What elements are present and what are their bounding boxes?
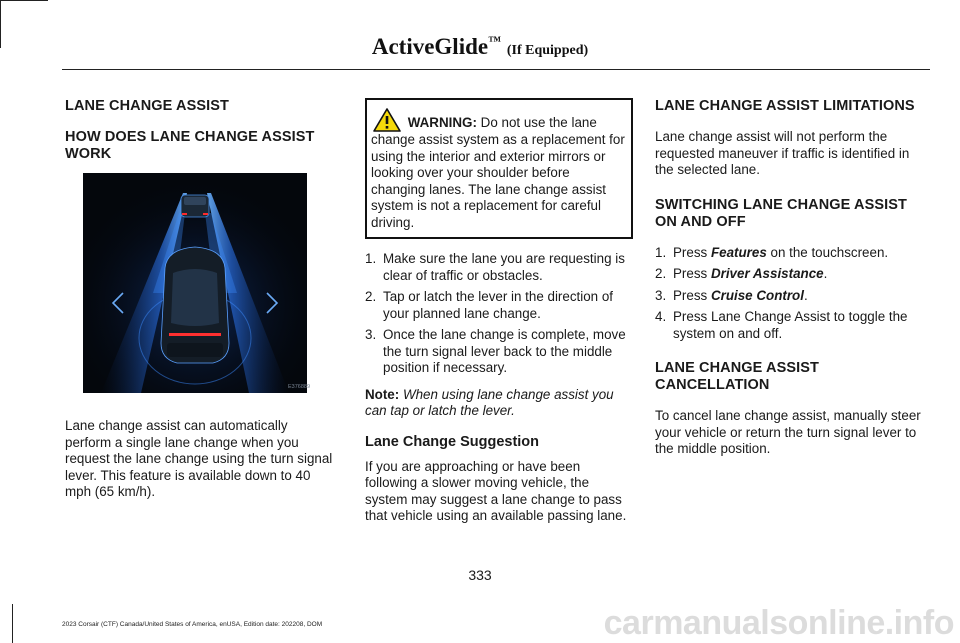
edition-footer: 2023 Corsair (CTF) Canada/United States of America, enUSA, Edition date: 202208, DOM xyxy=(62,621,323,628)
section-heading: Lane Change Suggestion xyxy=(365,433,540,450)
column-left xyxy=(65,98,337,513)
step-list xyxy=(655,245,931,343)
note-label: Note: xyxy=(365,386,400,402)
body-text: Lane change assist can automatically perform a single lane change when you request the lane change using the turn signal lever. This feature is available down to 40 mph (65 km/h). xyxy=(65,418,333,499)
warning-icon xyxy=(373,108,401,132)
section-heading: LANE CHANGE ASSIST LIMITATIONS xyxy=(655,98,915,114)
section-heading: LANE CHANGE ASSIST xyxy=(65,98,229,114)
section-heading: LANE CHANGE ASSIST CANCELLATION xyxy=(655,360,819,393)
note xyxy=(365,387,633,420)
header-divider xyxy=(62,69,930,70)
list-item: 2. Tap or latch the lever in the direction of your planned lane change. xyxy=(365,289,614,321)
page-header xyxy=(0,33,960,60)
list-item: 1. Make sure the lane you are requesting is clear of traffic or obstacles. xyxy=(365,251,625,283)
column-middle xyxy=(365,98,633,537)
column-right xyxy=(655,98,931,470)
note-text: When using lane change assist you can tap or latch the lever. xyxy=(365,386,614,418)
warning-box xyxy=(365,98,633,239)
warning-text: Do not use the lane change assist system as a replacement for using the interior and exterior mirrors or looking over your shoulder before changing lanes. The lane change assist system is not a replacement for careful driving. xyxy=(371,115,625,230)
car-lane-change-image xyxy=(83,173,311,393)
list-item: 2. Press Driver Assistance. xyxy=(655,266,828,281)
figure-id: E376889 xyxy=(288,384,311,390)
step-list xyxy=(365,251,633,377)
list-item: 1. Press Features on the touchscreen. xyxy=(655,244,889,260)
page-number: 333 xyxy=(468,567,492,583)
header-title: ActiveGlide xyxy=(371,34,489,59)
body-text: Lane change assist will not perform the requested maneuver if traffic is identified in the selected lane. xyxy=(655,129,910,177)
lane-change-illustration xyxy=(83,173,311,393)
list-item: 3. Press Cruise Control. xyxy=(655,287,808,303)
body-text: If you are approaching or have been following a slower moving vehicle, the system may suggest a lane change to pass that vehicle using an available passing lane. xyxy=(365,458,627,523)
watermark: carmanualsonline.info xyxy=(603,604,954,642)
warning-label: WARNING: xyxy=(407,115,477,130)
list-item: 4. Press Lane Change Assist to toggle the system on and off. xyxy=(655,309,908,341)
section-subheading: HOW DOES LANE CHANGE ASSIST WORK xyxy=(65,129,315,162)
trademark-symbol: ™ xyxy=(488,33,502,48)
body-text: To cancel lane change assist, manually steer your vehicle or return the turn signal lever to the middle position. xyxy=(655,408,921,456)
crop-mark xyxy=(12,604,13,643)
section-heading: SWITCHING LANE CHANGE ASSIST ON AND OFF xyxy=(655,196,907,230)
crop-mark xyxy=(0,0,48,1)
list-item: 3. Once the lane change is complete, move the turn signal lever back to the middle position if necessary. xyxy=(365,327,626,375)
header-subtitle: (If Equipped) xyxy=(506,43,589,58)
